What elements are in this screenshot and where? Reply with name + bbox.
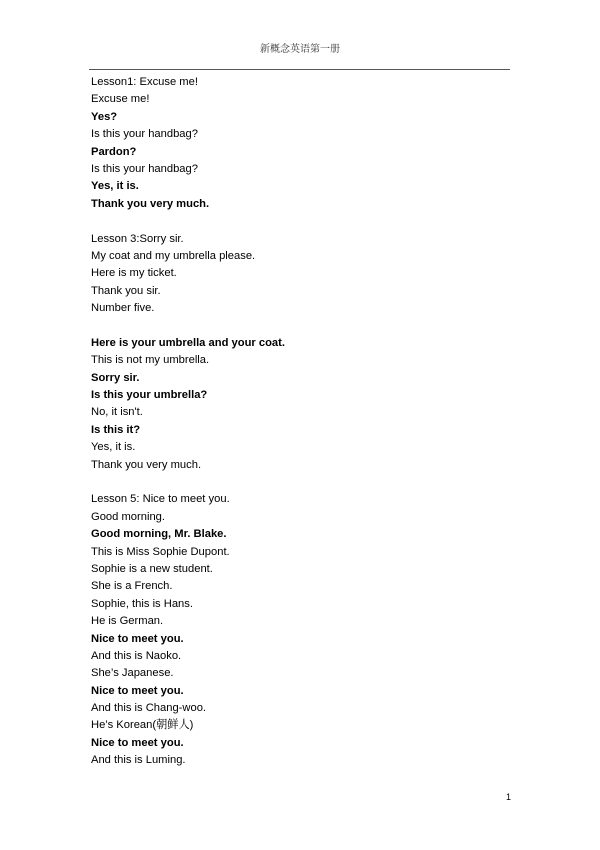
text-line: This is Miss Sophie Dupont. bbox=[91, 545, 230, 558]
lesson-1-section bbox=[91, 74, 511, 213]
text-line: And this is Naoko. bbox=[91, 649, 182, 662]
text-line: Is this your umbrella? bbox=[91, 389, 208, 402]
text-line: And this is Luming. bbox=[91, 754, 186, 767]
text-line: Excuse me! bbox=[91, 93, 150, 106]
text-line: Yes, it is. bbox=[91, 441, 136, 454]
blank-line bbox=[91, 317, 511, 334]
text-line: Yes? bbox=[91, 110, 118, 123]
text-line: She’s Japanese. bbox=[91, 667, 174, 680]
text-line: Thank you sir. bbox=[91, 284, 161, 297]
lesson-5-section bbox=[91, 491, 511, 769]
text-line: She is a French. bbox=[91, 580, 173, 593]
text-line: Pardon? bbox=[91, 145, 137, 158]
text-line: Is this your handbag? bbox=[91, 128, 198, 141]
text-line: This is not my umbrella. bbox=[91, 354, 210, 367]
text-line: And this is Chang-woo. bbox=[91, 702, 207, 715]
text-line: Is this your handbag? bbox=[91, 162, 198, 175]
lesson-3-section bbox=[91, 231, 511, 318]
text-line: My coat and my umbrella please. bbox=[91, 249, 256, 262]
text-line: Here is your umbrella and your coat. bbox=[91, 336, 285, 349]
text-line: He’s Korean(朝鲜人) bbox=[91, 719, 194, 732]
text-line: Sophie is a new student. bbox=[91, 562, 213, 575]
text-line: Nice to meet you. bbox=[91, 632, 184, 645]
text-line: No, it isn't. bbox=[91, 406, 143, 419]
text-line: Nice to meet you. bbox=[91, 736, 184, 749]
header-rule bbox=[89, 69, 510, 70]
text-line: He is German. bbox=[91, 615, 164, 628]
blank-line bbox=[91, 474, 511, 491]
text-line: Lesson 3:Sorry sir. bbox=[91, 232, 184, 245]
text-line: Number five. bbox=[91, 302, 155, 315]
blank-line bbox=[91, 213, 511, 230]
text-line: Sorry sir. bbox=[91, 371, 140, 384]
page-header: 新概念英语第一册 bbox=[260, 44, 340, 55]
text-line: Thank you very much. bbox=[91, 197, 210, 210]
text-line: Nice to meet you. bbox=[91, 684, 184, 697]
text-line: Here is my ticket. bbox=[91, 267, 177, 280]
text-line: Lesson1: Excuse me! bbox=[91, 76, 198, 88]
text-line: Is this it? bbox=[91, 423, 141, 436]
text-line: Good morning. bbox=[91, 510, 166, 523]
text-line: Thank you very much. bbox=[91, 458, 202, 471]
text-line: Sophie, this is Hans. bbox=[91, 597, 193, 610]
text-line: Yes, it is. bbox=[91, 180, 139, 193]
document-body bbox=[91, 74, 511, 770]
text-line: Lesson 5: Nice to meet you. bbox=[91, 493, 230, 506]
lesson-3-dialogue-section bbox=[91, 335, 511, 474]
page-number: 1 bbox=[505, 792, 511, 802]
text-line: Good morning, Mr. Blake. bbox=[91, 528, 227, 541]
